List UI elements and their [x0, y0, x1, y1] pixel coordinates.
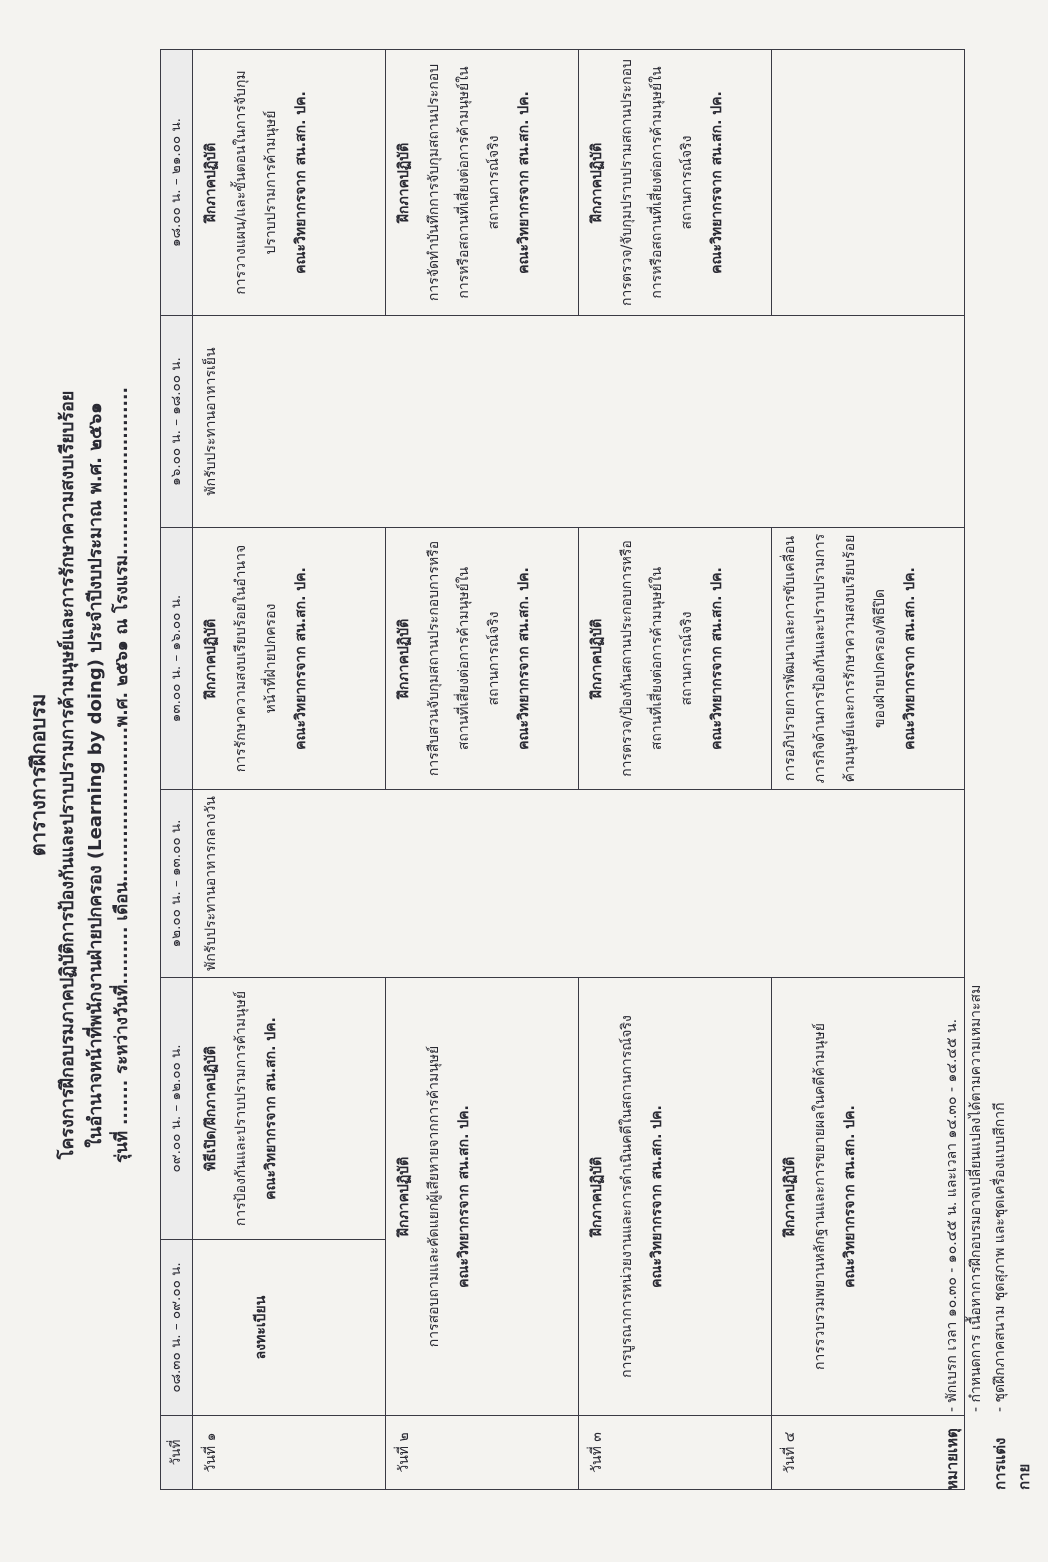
- afternoon-session: [772, 528, 965, 790]
- header-time-slot: ๑๖.๐๐ น. – ๑๘.๐๐ น.: [161, 316, 193, 528]
- session-body: การวางแผน/และขั้นตอนในการจับกุมปราบปรามการค้ามนุษย์: [233, 70, 279, 295]
- session-speaker: คณะวิทยากรจาก สน.สก. ปค.: [263, 1017, 279, 1200]
- batch-line: รุ่นที่ ....... ระหว่างวันที่......... เดือน........................พ.ศ. ๒๕๖๑ ณ โรงแรม..........................: [112, 387, 132, 1163]
- remark-line: - พักเบรก เวลา ๑๐.๓๐ - ๑๐.๔๕ น. และเวลา ๑๔.๓๐ - ๑๔.๔๕ น.: [944, 1018, 960, 1412]
- session-speaker: คณะวิทยากรจาก สน.สก. ปค.: [842, 1105, 858, 1288]
- header-time-slot: ๐๘.๓๐ น. – ๐๙.๐๐ น.: [161, 1240, 193, 1416]
- session-speaker: คณะวิทยากรจาก สน.สก. ปค.: [709, 91, 725, 274]
- session-title: ฝึกภาคปฏิบัติ: [589, 142, 605, 223]
- session-body: การป้องกันและปราบปรามการค้ามนุษย์: [233, 990, 249, 1227]
- project-subtitle: ในอำนาจหน้าที่พนักงานฝ่ายปกครอง (Learning by doing) ประจำปีงบประมาณ พ.ศ. ๒๕๖๑: [85, 402, 106, 1148]
- session-title: ฝึกภาคปฏิบัติ: [589, 1156, 605, 1237]
- header-time-slot: ๑๒.๐๐ น. – ๑๓.๐๐ น.: [161, 790, 193, 978]
- session-body: การสอบถามและคัดแยกผู้เสียหายจากการค้ามนุษย์: [426, 1045, 442, 1348]
- evening-session: [386, 50, 579, 316]
- session-body: การรักษาความสงบเรียบร้อยในอำนาจหน้าที่ฝ่ายปกครอง: [233, 544, 279, 773]
- header-time-slot: ๑๘.๐๐ น. – ๒๑.๐๐ น.: [161, 50, 193, 316]
- afternoon-session: [193, 528, 386, 790]
- session-body: การรวบรวมพยานหลักฐานและการขยายผลในคดีค้ามนุษย์: [812, 1023, 828, 1370]
- document-title: ตารางการฝึกอบรม: [26, 693, 50, 857]
- table-row: [386, 50, 579, 1490]
- evening-session: [193, 50, 386, 316]
- session-body: การตรวจ/ป้องกันสถานประกอบการหรือสถานที่เสี่ยงต่อการค้ามนุษย์ในสถานการณ์จริง: [619, 540, 695, 777]
- session-title: ฝึกภาคปฏิบัติ: [396, 142, 412, 223]
- registration-label: ลงทะเบียน: [253, 1295, 269, 1360]
- day-label: วันที่ ๒: [386, 1416, 579, 1490]
- rotated-document: [12, 30, 1033, 1520]
- remark-line: - กำหนดการ เนื้อหาการฝึกอบรมอาจเปลี่ยนแปลงได้ตามความเหมาะสม: [968, 984, 984, 1412]
- session-body: การอภิปรายการพัฒนาและการขับเคลื่อนภารกิจด้านการป้องกันและปราบปรามการค้ามนุษย์และการรักษาความสงบเรียบร้อยของฝ่ายปกครอง/พิธีปิด: [782, 533, 888, 784]
- remark-label: หมายเหตุ: [943, 1428, 961, 1490]
- morning-session: [772, 978, 965, 1416]
- session-title: ฝึกภาคปฏิบัติ: [396, 1156, 412, 1237]
- lunch-break-cell: พักรับประทานอาหารกลางวัน: [193, 790, 965, 978]
- schedule-table: [160, 49, 965, 1490]
- morning-session: [386, 978, 579, 1416]
- remark-block: [940, 50, 988, 1490]
- session-title: ฝึกภาคปฏิบัติ: [589, 618, 605, 699]
- table-row: [772, 50, 965, 1490]
- evening-session: [579, 50, 772, 316]
- morning-session: [193, 978, 386, 1240]
- table-row: [193, 50, 386, 1490]
- table-header-row: [161, 50, 193, 1490]
- session-title: ฝึกภาคปฏิบัติ: [782, 1156, 798, 1237]
- session-speaker: คณะวิทยากรจาก สน.สก. ปค.: [456, 1105, 472, 1288]
- project-title: โครงการฝึกอบรมภาคปฏิบัติการป้องกันและปราบปรามการค้ามนุษย์และการรักษาความสงบเรียบร้อย: [57, 390, 78, 1160]
- dinner-break-cell: พักรับประทานอาหารเย็น: [193, 316, 965, 528]
- session-speaker: คณะวิทยากรจาก สน.สก. ปค.: [709, 567, 725, 750]
- notes-section: [940, 50, 1036, 1490]
- dress-block: [988, 50, 1036, 1490]
- session-title: พิธีเปิด/ฝึกภาคปฏิบัติ: [203, 1045, 219, 1172]
- session-body: การจัดทำบันทึกการจับกุมสถานประกอบการหรือสถานที่เสี่ยงต่อการค้ามนุษย์ในสถานการณ์จริง: [426, 63, 502, 302]
- session-body: การสืบสวนจับกุมสถานประกอบการหรือสถานที่เสี่ยงต่อการค้ามนุษย์ในสถานการณ์จริง: [426, 540, 502, 777]
- day-label: วันที่ ๓: [579, 1416, 772, 1490]
- dress-label: การแต่งกาย: [991, 1437, 1033, 1490]
- registration-cell: [193, 1240, 386, 1416]
- session-speaker: คณะวิทยากรจาก สน.สก. ปค.: [293, 567, 309, 750]
- afternoon-session: [579, 528, 772, 790]
- session-speaker: คณะวิทยากรจาก สน.สก. ปค.: [516, 567, 532, 750]
- session-title: ฝึกภาคปฏิบัติ: [203, 142, 219, 223]
- morning-session: [579, 978, 772, 1416]
- header-day: วันที่: [161, 1416, 193, 1490]
- header-time-slot: ๐๙.๐๐ น. – ๑๒.๐๐ น.: [161, 978, 193, 1240]
- header-time-slot: ๑๓.๐๐ น. – ๑๖.๐๐ น.: [161, 528, 193, 790]
- evening-empty-cell: [772, 50, 965, 316]
- session-speaker: คณะวิทยากรจาก สน.สก. ปค.: [516, 91, 532, 274]
- session-title: ฝึกภาคปฏิบัติ: [396, 618, 412, 699]
- day-label: วันที่ ๑: [193, 1416, 386, 1490]
- session-body: การตรวจ/จับกุมปราบปรามสถานประกอบการหรือสถานที่เสี่ยงต่อการค้ามนุษย์ในสถานการณ์จริง: [619, 59, 695, 306]
- dress-line: - ชุดฝึกภาคสนาม ชุดสุภาพ และชุดเครื่องแบบสีกากี: [992, 1102, 1008, 1412]
- session-speaker: คณะวิทยากรจาก สน.สก. ปค.: [293, 91, 309, 274]
- afternoon-session: [386, 528, 579, 790]
- session-body: การบูรณาการหน่วยงานและการดำเนินคดีในสถานการณ์จริง: [619, 1015, 635, 1378]
- session-speaker: คณะวิทยากรจาก สน.สก. ปค.: [649, 1105, 665, 1288]
- session-speaker: คณะวิทยากรจาก สน.สก. ปค.: [902, 567, 918, 750]
- table-row: [579, 50, 772, 1490]
- session-title: ฝึกภาคปฏิบัติ: [203, 618, 219, 699]
- day-label: วันที่ ๔: [772, 1416, 965, 1490]
